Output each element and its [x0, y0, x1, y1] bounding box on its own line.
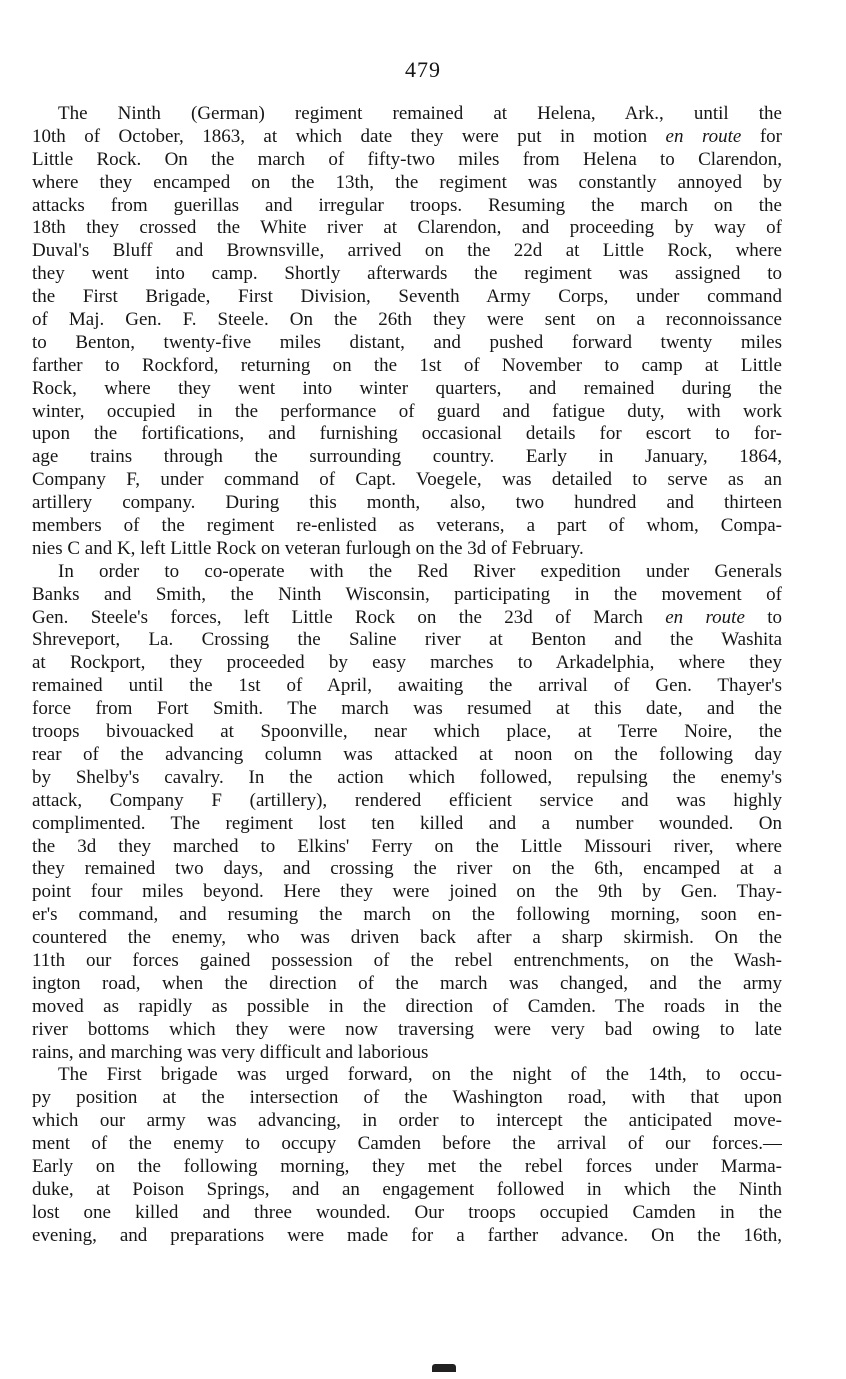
text-line: which our army was advancing, in order to intercept the anticipated move-	[32, 1110, 782, 1132]
text-line: the First Brigade, First Division, Seventh Army Corps, under command	[32, 286, 782, 308]
text-line: 10th of October, 1863, at which date they were put in motion en route for	[32, 125, 782, 147]
text-line: Shreveport, La. Crossing the Saline river at Benton and the Washita	[32, 629, 782, 651]
text-line: upon the fortifications, and furnishing occasional details for escort to for-	[32, 423, 782, 445]
text-line: ington road, when the direction of the march was changed, and the army	[32, 972, 782, 994]
text-line: point four miles beyond. Here they were joined on the 9th by Gen. Thay-	[32, 881, 782, 903]
text-line: at Rockport, they proceeded by easy marches to Arkadelphia, where they	[32, 652, 782, 674]
text-line: attack, Company F (artillery), rendered efficient service and was highly	[32, 789, 782, 811]
text-line: members of the regiment re-enlisted as veterans, a part of whom, Compa-	[32, 515, 782, 537]
body-text	[32, 103, 782, 1248]
text-line: ment of the enemy to occupy Camden before the arrival of our forces.—	[32, 1133, 782, 1155]
text-line: where they encamped on the 13th, the regiment was constantly annoyed by	[32, 171, 782, 193]
text-line: they went into camp. Shortly afterwards the regiment was assigned to	[32, 263, 782, 285]
text-line: In order to co-operate with the Red River expedition under Generals	[58, 560, 782, 582]
print-smudge	[432, 1364, 456, 1372]
text-line: rains, and marching was very difficult and laborious	[32, 1041, 429, 1063]
text-line: by Shelby's cavalry. In the action which followed, repulsing the enemy's	[32, 766, 782, 788]
text-line: 18th they crossed the White river at Clarendon, and proceeding by way of	[32, 217, 782, 239]
text-line: Rock, where they went into winter quarters, and remained during the	[32, 377, 782, 399]
text-line: Little Rock. On the march of fifty-two miles from Helena to Clarendon,	[32, 148, 782, 170]
text-line: rear of the advancing column was attacked at noon on the following day	[32, 743, 782, 765]
text-line: force from Fort Smith. The march was resumed at this date, and the	[32, 698, 782, 720]
text-line: er's command, and resuming the march on the following morning, soon en-	[32, 904, 782, 926]
text-line: attacks from guerillas and irregular troops. Resuming the march on the	[32, 194, 782, 216]
text-line: troops bivouacked at Spoonville, near which place, at Terre Noire, the	[32, 721, 782, 743]
text-line: moved as rapidly as possible in the direction of Camden. The roads in the	[32, 995, 782, 1017]
text-line: countered the enemy, who was driven back after a sharp skirmish. On the	[32, 927, 782, 949]
text-line: farther to Rockford, returning on the 1st of November to camp at Little	[32, 354, 782, 376]
text-line: evening, and preparations were made for a farther advance. On the 16th,	[32, 1224, 782, 1246]
text-line: duke, at Poison Springs, and an engagement followed in which the Ninth	[32, 1178, 782, 1200]
text-line: The First brigade was urged forward, on the night of the 14th, to occu-	[58, 1064, 782, 1086]
text-line: artillery company. During this month, also, two hundred and thirteen	[32, 492, 782, 514]
text-line: Banks and Smith, the Ninth Wisconsin, participating in the movement of	[32, 583, 782, 605]
text-line: winter, occupied in the performance of guard and fatigue duty, with work	[32, 400, 782, 422]
text-line: The Ninth (German) regiment remained at Helena, Ark., until the	[58, 103, 782, 124]
text-line: age trains through the surrounding country. Early in January, 1864,	[32, 446, 782, 468]
text-line: of Maj. Gen. F. Steele. On the 26th they were sent on a reconnoissance	[32, 309, 782, 331]
text-line: Early on the following morning, they met the rebel forces under Marma-	[32, 1155, 782, 1177]
text-line: Gen. Steele's forces, left Little Rock on the 23d of March en route to	[32, 606, 782, 628]
text-line: lost one killed and three wounded. Our troops occupied Camden in the	[32, 1201, 782, 1223]
text-line: complimented. The regiment lost ten killed and a number wounded. On	[32, 812, 782, 834]
text-line: river bottoms which they were now traversing were very bad owing to late	[32, 1018, 782, 1040]
text-line: they remained two days, and crossing the river on the 6th, encamped at a	[32, 858, 782, 880]
text-line: py position at the intersection of the Washington road, with that upon	[32, 1087, 782, 1109]
text-line: 11th our forces gained possession of the rebel entrenchments, on the Wash-	[32, 949, 782, 971]
text-line: Duval's Bluff and Brownsville, arrived on the 22d at Little Rock, where	[32, 240, 782, 262]
page-number: 479	[405, 57, 441, 82]
text-line: the 3d they marched to Elkins' Ferry on the Little Missouri river, where	[32, 835, 782, 857]
text-line: to Benton, twenty-five miles distant, and pushed forward twenty miles	[32, 331, 782, 353]
text-line: Company F, under command of Capt. Voegele, was detailed to serve as an	[32, 469, 782, 491]
text-line: remained until the 1st of April, awaiting the arrival of Gen. Thayer's	[32, 675, 782, 697]
text-line: nies C and K, left Little Rock on veteran furlough on the 3d of February.	[32, 537, 584, 559]
